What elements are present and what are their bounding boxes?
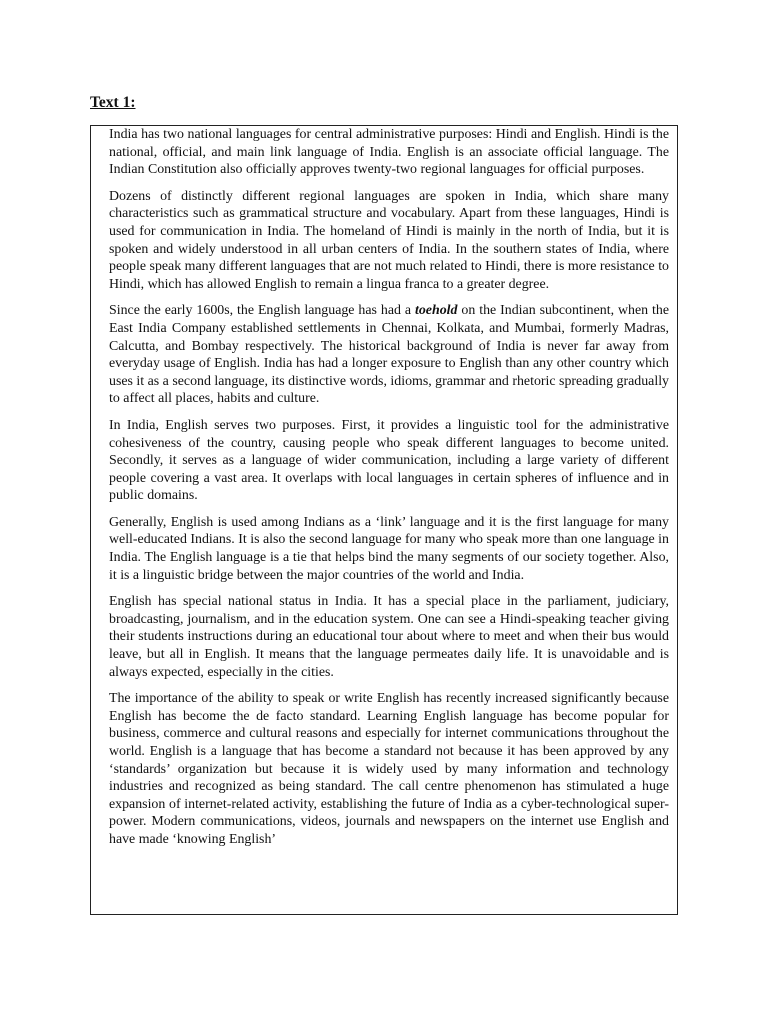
paragraph-history-of-english <box>109 302 669 408</box>
paragraph-importance-of-english: The importance of the ability to speak or write English has recently increased significantly because English has become the de facto standard. Learning English language has become popular for business, commerce and cultural reasons and especially for internet communications throughout the world. English is a language that has become a standard not because it has been approved by any ‘standards’ organization but because it is widely used by many information and technology industries and recognized as being standard. The call centre phenomenon has stimulated a huge expansion of internet-related activity, establishing the future of India as a cyber-technological super-power. Modern communications, videos, journals and newspapers on the internet use English and have made ‘knowing English’ <box>109 691 669 847</box>
paragraph-regional-languages: Dozens of distinctly different regional languages are spoken in India, which share many characteristics such as grammatical structure and vocabulary. Apart from these languages, Hindi is used for communication in India. The homeland of Hindi is mainly in the north of India, but it is spoken and widely understood in all urban centers of India. In the southern states of India, where people speak many different languages that are not much related to Hindi, there is more resistance to Hindi, which has allowed English to remain a lingua franca to a greater degree. <box>109 188 669 292</box>
emphasized-word-toehold: toehold <box>415 303 458 319</box>
text-passage-box <box>90 125 678 915</box>
paragraph-link-language: Generally, English is used among Indians as a ‘link’ language and it is the first language for many well-educated Indians. It is also the second language for many who speak more than one language in India. The English language is a tie that helps bind the many segments of our society together. Also, it is a linguistic bridge between the major countries of the world and India. <box>109 514 669 583</box>
paragraph-national-status: English has special national status in India. It has a special place in the parliament, judiciary, broadcasting, journalism, and in the education system. One can see a Hindi-speaking teacher giving their students instructions during an educational tour about where to meet and when their bus would leave, but all in English. It means that the language permeates daily life. It is unavoidable and is always expected, especially in the cities. <box>109 594 669 680</box>
paragraph-national-languages: India has two national languages for central administrative purposes: Hindi and English. Hindi is the national, official, and main link language of India. English is an associate official language. The Indian Constitution also officially approves twenty-two regional languages for official purposes. <box>109 127 669 178</box>
paragraph-two-purposes: In India, English serves two purposes. First, it provides a linguistic tool for the administrative cohesiveness of the country, causing people who speak different languages to become united. Secondly, it serves as a language of wider communication, including a large variety of different people covering a vast area. It overlaps with local languages in certain spheres of influence and in public domains. <box>109 417 669 504</box>
paragraph-history-text-after: on the Indian subcontinent, when the East India Company established settlements in Chennai, Kolkata, and Mumbai, formerly Madras, Calcutta, and Bombay respectively. The historical background of India is never far away from everyday usage of English. India has had a longer exposure to English than any other country which uses it as a second language, its distinctive words, idioms, grammar and rhetoric spreading gradually to affect all places, habits and culture. <box>109 303 669 407</box>
paragraph-history-text-before: Since the early 1600s, the English language has had a <box>109 303 415 319</box>
text-heading: Text 1: <box>90 94 136 111</box>
